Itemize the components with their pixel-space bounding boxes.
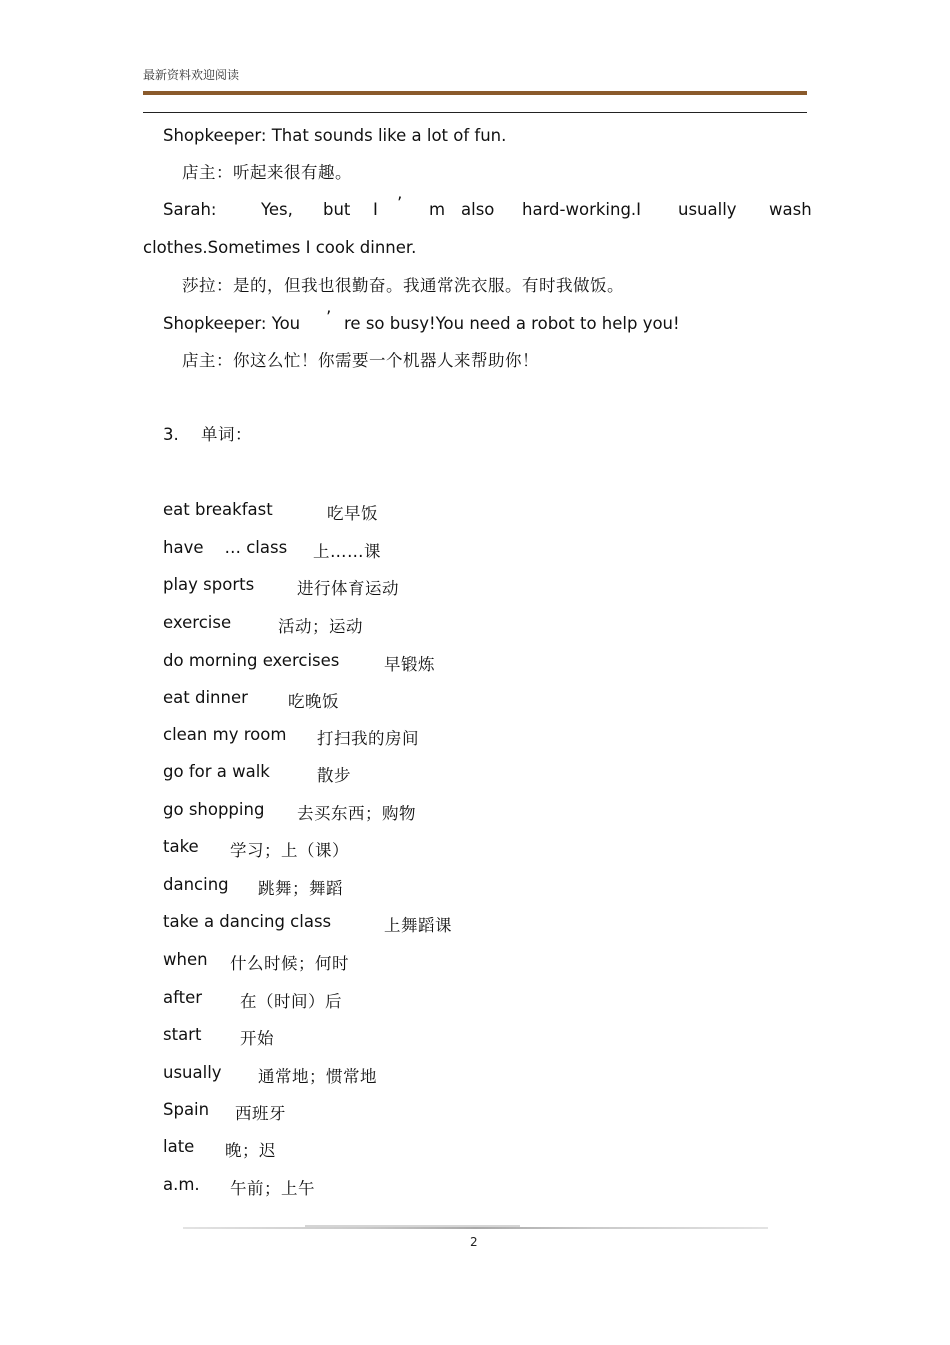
page-number: 2: [470, 1235, 478, 1249]
vocab-en: play sports: [163, 575, 255, 594]
vocab-en: eat dinner: [163, 688, 248, 707]
vocab-zh: 在（时间）后: [240, 992, 342, 1011]
vocab-en: eat breakfast: [163, 500, 273, 519]
vocab-zh: 散步: [317, 766, 351, 785]
section-title: 单词：: [201, 425, 252, 444]
vocab-zh: 学习；上（课）: [230, 841, 349, 860]
vocab-en: go shopping: [163, 800, 265, 819]
vocab-zh: 上……课: [313, 542, 381, 561]
vocab-zh: 进行体育运动: [297, 579, 399, 598]
sarah-word: hard-working.I: [522, 200, 642, 219]
sarah-word: Yes,: [261, 200, 293, 219]
vocab-en: start: [163, 1025, 202, 1044]
vocab-zh: 活动；运动: [278, 617, 363, 636]
shopkeeper-line-2b: re so busy!You need a robot to help you!: [344, 314, 680, 333]
sarah-word: usually: [678, 200, 737, 219]
vocab-en: a.m.: [163, 1175, 200, 1194]
vocab-zh: 跳舞；舞蹈: [258, 879, 343, 898]
sarah-line-continued: clothes.Sometimes I cook dinner.: [143, 238, 417, 257]
vocab-en: take a dancing class: [163, 912, 332, 931]
vocab-en: clean my room: [163, 725, 287, 744]
sarah-line: [163, 194, 812, 220]
sarah-word: but: [323, 200, 351, 219]
vocab-zh: 吃早饭: [327, 504, 378, 523]
vocab-en: dancing: [163, 875, 229, 894]
header-rule-thin: [143, 112, 807, 113]
vocab-en: have … class: [163, 538, 288, 557]
sarah-word: ’: [397, 194, 403, 213]
vocab-en: go for a walk: [163, 762, 270, 781]
vocab-zh: 打扫我的房间: [317, 729, 419, 748]
vocab-en: late: [163, 1137, 195, 1156]
vocab-zh: 午前；上午: [230, 1179, 315, 1198]
vocab-zh: 去买东西；购物: [297, 804, 416, 823]
vocab-en: after: [163, 988, 203, 1007]
vocab-en: when: [163, 950, 208, 969]
shopkeeper-line-2-apostrophe: ’: [326, 308, 332, 327]
sarah-line-translation: 莎拉：是的，但我也很勤奋。我通常洗衣服。有时我做饭。: [182, 276, 624, 295]
vocab-en: do morning exercises: [163, 651, 340, 670]
header-rule-thick: [143, 91, 807, 95]
page-header-text: 最新资料欢迎阅读: [143, 68, 240, 82]
vocab-en: take: [163, 837, 199, 856]
shopkeeper-line-2a: Shopkeeper: You: [163, 314, 301, 333]
vocab-zh: 上舞蹈课: [384, 916, 452, 935]
vocab-zh: 西班牙: [235, 1104, 286, 1123]
vocab-en: exercise: [163, 613, 232, 632]
shopkeeper-line-1: Shopkeeper: That sounds like a lot of fun.: [163, 126, 507, 145]
vocab-zh: 吃晚饭: [288, 692, 339, 711]
sarah-word: I: [373, 200, 378, 219]
vocab-zh: 通常地；惯常地: [258, 1067, 377, 1086]
section-number: 3.: [163, 425, 179, 444]
vocab-zh: 早锻炼: [384, 655, 435, 674]
shopkeeper-line-1-translation: 店主：听起来很有趣。: [182, 163, 352, 182]
sarah-word: Sarah:: [163, 200, 217, 219]
vocab-en: usually: [163, 1063, 222, 1082]
footer-rule: [183, 1227, 768, 1229]
sarah-word: also: [461, 200, 495, 219]
vocab-zh: 晚；迟: [225, 1141, 276, 1160]
sarah-word: m: [429, 200, 446, 219]
vocab-zh: 开始: [240, 1029, 274, 1048]
vocab-zh: 什么时候；何时: [230, 954, 349, 973]
vocab-en: Spain: [163, 1100, 210, 1119]
shopkeeper-line-2-translation: 店主：你这么忙！你需要一个机器人来帮助你！: [182, 351, 539, 370]
sarah-word: wash: [769, 200, 812, 219]
